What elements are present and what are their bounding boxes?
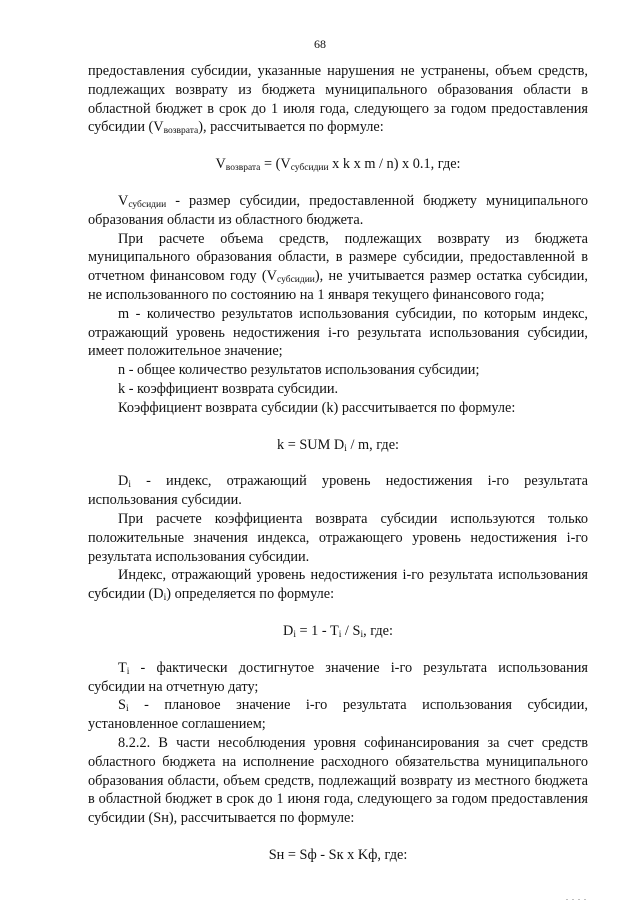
footer-dots: . . . .: [566, 893, 587, 902]
paragraph-t: $T_i$ - фактически достигнутое значение i-го результата использования субсидии на отчетную дату;: [88, 659, 588, 695]
paragraph-8-2-2: 8.2.2. В части несоблюдения уровня софинансирования за счет средств областного бюджета на исполнение расходного обязательства муниципального образования области, объем средств, подлежащий возврату из местного бюджета в областной бюджет в срок до 1 июня года, следующего за годом предоставления субсидии (Sн), рассчитывается по формуле:: [88, 734, 588, 827]
paragraph-positive-values: При расчете коэффициента возврата субсидии используются только положительные значения индекса, отражающего уровень недостижения i-го результата использования субсидии.: [88, 510, 588, 565]
paragraph-1: предоставления субсидии, указанные нарушения не устранены, объем средств, подлежащих возврату из бюджета муниципального образования области в областной бюджет в срок до 1 июля года, следующего за годом предоставления субсидии $(V_{возврата})$, рассчитывается по формуле:: [88, 63, 588, 137]
formula-k: k = SUM $D_i$ / m, где:: [276, 436, 400, 454]
formula-sn: Sн = Sф - Sк x Kф, где:: [268, 846, 408, 863]
paragraph-d: $D_i$ - индекс, отражающий уровень недостижения i-го результата использования субсидии.: [88, 473, 588, 509]
paragraph-calc-note: При расчете объема средств, подлежащих возврату из бюджета муниципального образования области, в размере субсидии, предоставленной в отчетном финансовом году $(V_{субсидии})$, не учитывается размер остатка субсидии, не использованного по состоянию на 1 января текущего финансового года;: [88, 230, 588, 303]
page-number: 68: [314, 37, 326, 51]
paragraph-m: m - количество результатов использования субсидии, по которым индекс, отражающий уровень недостижения i-го результата использования субсидии, имеет положительное значение;: [88, 305, 588, 360]
paragraph-n: n - общее количество результатов использования субсидии;: [118, 362, 480, 379]
paragraph-d-formula-intro: Индекс, отражающий уровень недостижения i-го результата использования субсидии $(D_i)$ определяется по формуле:: [88, 567, 588, 604]
formula-v-return: $V_{возврата} = (V_{субсидии}$ x k x m / n) x 0.1, где:: [215, 156, 461, 174]
paragraph-s: $S_i$ - плановое значение i-го результата использования субсидии, установленное соглашением;: [88, 697, 588, 733]
paragraph-v-subsidy: $V_{субсидии}$ - размер субсидии, предоставленной бюджету муниципального образования области из областного бюджета.: [88, 192, 588, 228]
paragraph-k: k - коэффициент возврата субсидии.: [118, 380, 339, 397]
paragraph-k-formula-intro: Коэффициент возврата субсидии (k) рассчитывается по формуле:: [118, 399, 516, 416]
page-body: [88, 62, 588, 883]
formula-d: $D_i = 1 - T_i / S_i$, где:: [283, 622, 393, 640]
